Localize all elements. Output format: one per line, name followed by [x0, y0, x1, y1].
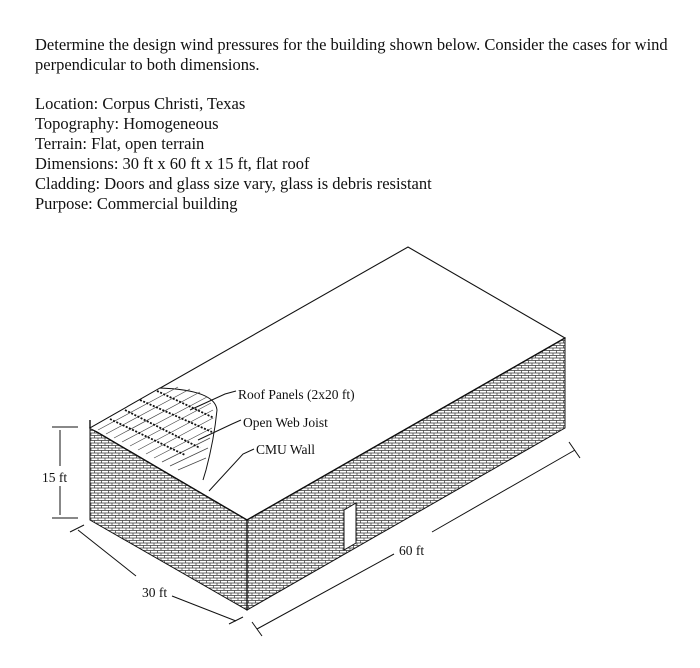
length-label: 60 ft: [399, 543, 425, 558]
callout-roof-panels: Roof Panels (2x20 ft): [238, 387, 355, 402]
given-cladding: Cladding: Doors and glass size vary, glass is debris resistant: [35, 174, 432, 193]
width-label: 30 ft: [142, 585, 168, 600]
callout-cmu-wall: CMU Wall: [256, 442, 316, 457]
callout-open-web-joist: Open Web Joist: [243, 415, 328, 430]
given-topography: Topography: Homogeneous: [35, 114, 219, 133]
problem-statement: Determine the design wind pressures for the building shown below. Consider the cases for wind perpendicular to both dimensions.: [35, 35, 668, 74]
given-terrain: Terrain: Flat, open terrain: [35, 134, 205, 153]
given-dimensions: Dimensions: 30 ft x 60 ft x 15 ft, flat roof: [35, 154, 310, 173]
given-purpose: Purpose: Commercial building: [35, 194, 238, 213]
given-location: Location: Corpus Christi, Texas: [35, 94, 246, 113]
height-label: 15 ft: [42, 470, 68, 485]
door: [344, 503, 356, 550]
